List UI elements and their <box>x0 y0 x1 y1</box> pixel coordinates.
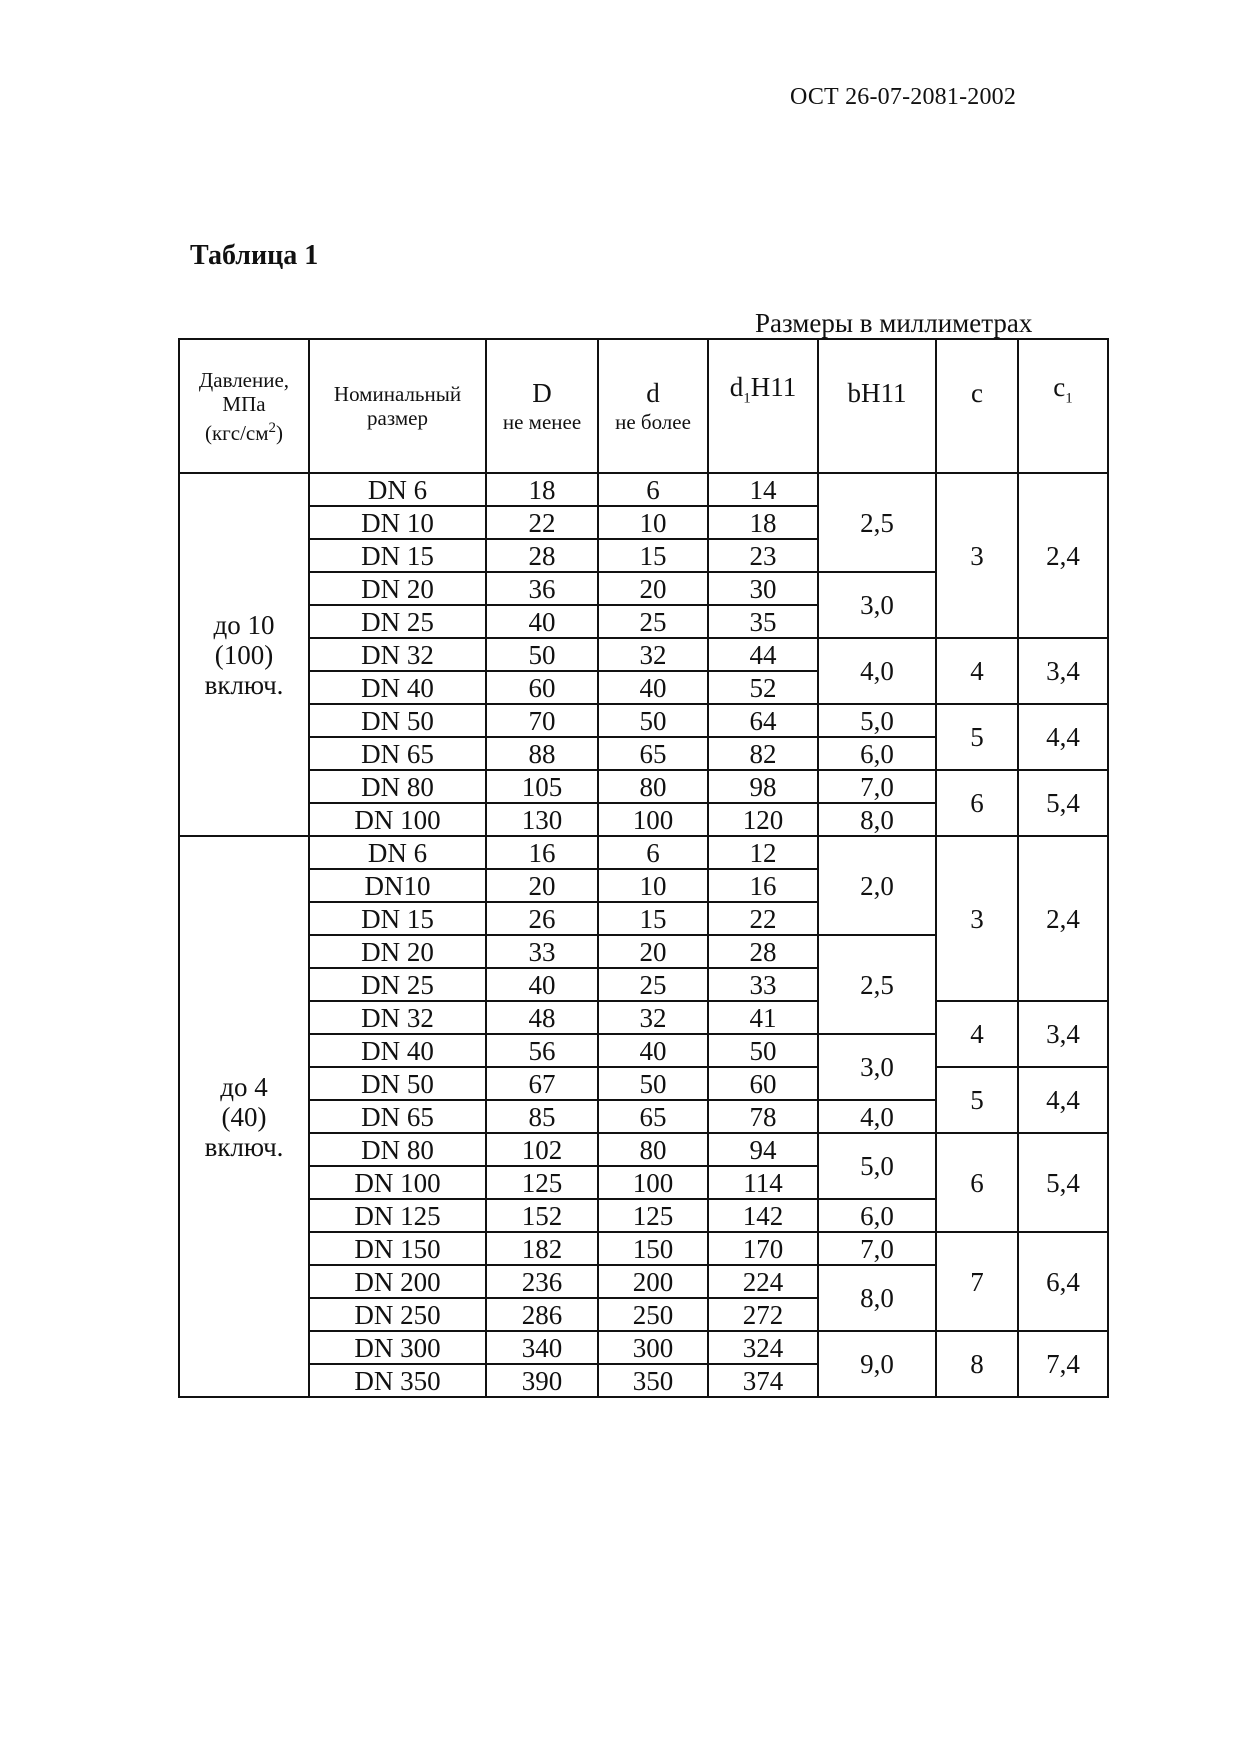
D-cell: 40 <box>486 605 598 638</box>
c1-cell: 2,4 <box>1018 473 1108 638</box>
nominal-size-cell: DN 150 <box>309 1232 486 1265</box>
d1-cell: 52 <box>708 671 818 704</box>
d-cell: 32 <box>598 1001 708 1034</box>
D-cell: 36 <box>486 572 598 605</box>
d1-cell: 272 <box>708 1298 818 1331</box>
nominal-size-cell: DN 50 <box>309 1067 486 1100</box>
b-cell: 5,0 <box>818 704 936 737</box>
nominal-size-cell: DN 20 <box>309 572 486 605</box>
c1-cell: 5,4 <box>1018 770 1108 836</box>
nominal-size-cell: DN 32 <box>309 638 486 671</box>
D-cell: 67 <box>486 1067 598 1100</box>
d1-cell: 44 <box>708 638 818 671</box>
nominal-size-cell: DN 300 <box>309 1331 486 1364</box>
pressure-line: (40) <box>221 1101 267 1132</box>
c-cell: 6 <box>936 770 1018 836</box>
d1-cell: 224 <box>708 1265 818 1298</box>
nominal-size-cell: DN 80 <box>309 770 486 803</box>
nominal-size-cell: DN 100 <box>309 803 486 836</box>
b-cell: 8,0 <box>818 803 936 836</box>
d1-cell: 16 <box>708 869 818 902</box>
nominal-size-cell: DN 25 <box>309 605 486 638</box>
d-cell: 15 <box>598 539 708 572</box>
D-cell: 18 <box>486 473 598 506</box>
header-d-note: не более <box>615 410 691 434</box>
D-cell: 16 <box>486 836 598 869</box>
c-cell: 3 <box>936 473 1018 638</box>
nominal-size-cell: DN 100 <box>309 1166 486 1199</box>
d-cell: 6 <box>598 473 708 506</box>
D-cell: 286 <box>486 1298 598 1331</box>
nominal-size-cell: DN 65 <box>309 1100 486 1133</box>
header-D-note: не менее <box>502 410 582 434</box>
D-cell: 33 <box>486 935 598 968</box>
d1-cell: 120 <box>708 803 818 836</box>
nominal-size-cell: DN 40 <box>309 671 486 704</box>
header-c1 <box>1018 339 1108 473</box>
d-cell: 10 <box>598 506 708 539</box>
pressure-line: до 10 <box>213 609 275 640</box>
header-d-symbol: d <box>646 378 660 408</box>
table-row <box>179 704 1108 737</box>
D-cell: 28 <box>486 539 598 572</box>
header-pressure-alt: $(кгс/см^2)$ <box>204 419 284 445</box>
header-pressure <box>179 339 309 473</box>
d-cell: 15 <box>598 902 708 935</box>
nominal-size-cell: DN 350 <box>309 1364 486 1397</box>
header-c1-symbol: $c_1$ <box>1053 372 1073 407</box>
pressure-line: включ. <box>204 1131 284 1162</box>
d1-cell: 18 <box>708 506 818 539</box>
b-cell: 2,0 <box>818 836 936 935</box>
nominal-size-cell: DN 15 <box>309 539 486 572</box>
table-row <box>179 1067 1108 1100</box>
c1-cell: 4,4 <box>1018 1067 1108 1133</box>
c1-cell: 3,4 <box>1018 1001 1108 1067</box>
D-cell: 130 <box>486 803 598 836</box>
d1-cell: 28 <box>708 935 818 968</box>
d-cell: 20 <box>598 935 708 968</box>
d-cell: 65 <box>598 737 708 770</box>
b-cell: 3,0 <box>818 1034 936 1100</box>
nominal-size-cell: DN 32 <box>309 1001 486 1034</box>
d1-cell: 98 <box>708 770 818 803</box>
header-row <box>179 339 1108 473</box>
d1-cell: 41 <box>708 1001 818 1034</box>
D-cell: 56 <box>486 1034 598 1067</box>
pressure-group-cell <box>179 473 309 836</box>
d1-cell: 23 <box>708 539 818 572</box>
c-cell: 4 <box>936 1001 1018 1067</box>
d1-cell: 64 <box>708 704 818 737</box>
header-pressure-label: Давление, <box>198 367 290 392</box>
D-cell: 390 <box>486 1364 598 1397</box>
d1-cell: 170 <box>708 1232 818 1265</box>
d-cell: 150 <box>598 1232 708 1265</box>
d1-cell: 82 <box>708 737 818 770</box>
D-cell: 26 <box>486 902 598 935</box>
d1-cell: 33 <box>708 968 818 1001</box>
nominal-size-cell: DN 10 <box>309 506 486 539</box>
table-row <box>179 1001 1108 1034</box>
D-cell: 85 <box>486 1100 598 1133</box>
d1-cell: 142 <box>708 1199 818 1232</box>
b-cell: 6,0 <box>818 737 936 770</box>
d-cell: 32 <box>598 638 708 671</box>
D-cell: 40 <box>486 968 598 1001</box>
d-cell: 25 <box>598 605 708 638</box>
c-cell: 7 <box>936 1232 1018 1331</box>
dimensions-table <box>178 338 1109 1398</box>
table-row <box>179 770 1108 803</box>
c-cell: 5 <box>936 704 1018 770</box>
c-cell: 5 <box>936 1067 1018 1133</box>
header-d1 <box>708 339 818 473</box>
D-cell: 125 <box>486 1166 598 1199</box>
nominal-size-cell: DN 50 <box>309 704 486 737</box>
d-cell: 40 <box>598 1034 708 1067</box>
nominal-size-cell: DN 15 <box>309 902 486 935</box>
d1-cell: 324 <box>708 1331 818 1364</box>
nominal-size-cell: DN 6 <box>309 473 486 506</box>
pressure-line: (100) <box>214 639 274 670</box>
c1-cell: 7,4 <box>1018 1331 1108 1397</box>
d-cell: 25 <box>598 968 708 1001</box>
header-d <box>598 339 708 473</box>
d-cell: 40 <box>598 671 708 704</box>
b-cell: 9,0 <box>818 1331 936 1397</box>
header-b-symbol: bH11 <box>847 378 907 408</box>
pressure-group-cell <box>179 836 309 1397</box>
d1-cell: 35 <box>708 605 818 638</box>
table-row <box>179 1331 1108 1364</box>
nominal-size-cell: DN 200 <box>309 1265 486 1298</box>
D-cell: 48 <box>486 1001 598 1034</box>
b-cell: 5,0 <box>818 1133 936 1199</box>
D-cell: 22 <box>486 506 598 539</box>
D-cell: 152 <box>486 1199 598 1232</box>
header-D-symbol: D <box>532 378 552 408</box>
d1-cell: 12 <box>708 836 818 869</box>
d-cell: 200 <box>598 1265 708 1298</box>
pressure-line: включ. <box>204 669 284 700</box>
table-row <box>179 836 1108 869</box>
d-cell: 100 <box>598 803 708 836</box>
header-nominal-size <box>309 339 486 473</box>
b-cell: 6,0 <box>818 1199 936 1232</box>
d1-cell: 50 <box>708 1034 818 1067</box>
nominal-size-cell: DN 20 <box>309 935 486 968</box>
d1-cell: 94 <box>708 1133 818 1166</box>
d1-cell: 60 <box>708 1067 818 1100</box>
D-cell: 105 <box>486 770 598 803</box>
d-cell: 50 <box>598 1067 708 1100</box>
table-row <box>179 638 1108 671</box>
D-cell: 182 <box>486 1232 598 1265</box>
d-cell: 65 <box>598 1100 708 1133</box>
document-code: ОСТ 26-07-2081-2002 <box>790 84 1017 110</box>
b-cell: 4,0 <box>818 638 936 704</box>
d-cell: 300 <box>598 1331 708 1364</box>
D-cell: 60 <box>486 671 598 704</box>
c-cell: 3 <box>936 836 1018 1001</box>
b-cell: 7,0 <box>818 770 936 803</box>
d-cell: 80 <box>598 770 708 803</box>
c-cell: 6 <box>936 1133 1018 1232</box>
nominal-size-cell: DN 40 <box>309 1034 486 1067</box>
D-cell: 20 <box>486 869 598 902</box>
d-cell: 350 <box>598 1364 708 1397</box>
nominal-size-cell: DN 80 <box>309 1133 486 1166</box>
D-cell: 88 <box>486 737 598 770</box>
d1-cell: 30 <box>708 572 818 605</box>
d-cell: 250 <box>598 1298 708 1331</box>
d-cell: 50 <box>598 704 708 737</box>
units-note: Размеры в миллиметрах <box>755 308 1033 338</box>
d-cell: 20 <box>598 572 708 605</box>
D-cell: 102 <box>486 1133 598 1166</box>
D-cell: 340 <box>486 1331 598 1364</box>
header-c-symbol: c <box>971 378 983 408</box>
d-cell: 125 <box>598 1199 708 1232</box>
header-D <box>486 339 598 473</box>
table-title: Таблица 1 <box>190 240 319 271</box>
c1-cell: 3,4 <box>1018 638 1108 704</box>
table-row <box>179 1133 1108 1166</box>
d1-cell: 374 <box>708 1364 818 1397</box>
header-d1-symbol: $d_1H11$ <box>729 372 797 407</box>
nominal-size-cell: DN 65 <box>309 737 486 770</box>
b-cell: 8,0 <box>818 1265 936 1331</box>
nominal-size-cell: DN 25 <box>309 968 486 1001</box>
header-nominal-size-label: Номинальный размер <box>333 382 462 430</box>
header-pressure-unit: МПа <box>222 391 266 416</box>
c1-cell: 6,4 <box>1018 1232 1108 1331</box>
b-cell: 7,0 <box>818 1232 936 1265</box>
c1-cell: 5,4 <box>1018 1133 1108 1232</box>
c1-cell: 4,4 <box>1018 704 1108 770</box>
table-row <box>179 473 1108 506</box>
c-cell: 4 <box>936 638 1018 704</box>
b-cell: 4,0 <box>818 1100 936 1133</box>
D-cell: 236 <box>486 1265 598 1298</box>
b-cell: 2,5 <box>818 473 936 572</box>
table-body <box>179 473 1108 1397</box>
d-cell: 100 <box>598 1166 708 1199</box>
header-b <box>818 339 936 473</box>
D-cell: 50 <box>486 638 598 671</box>
d-cell: 10 <box>598 869 708 902</box>
c1-cell: 2,4 <box>1018 836 1108 1001</box>
d1-cell: 114 <box>708 1166 818 1199</box>
d-cell: 6 <box>598 836 708 869</box>
D-cell: 70 <box>486 704 598 737</box>
b-cell: 2,5 <box>818 935 936 1034</box>
nominal-size-cell: DN 6 <box>309 836 486 869</box>
pressure-line: до 4 <box>220 1071 268 1102</box>
d-cell: 80 <box>598 1133 708 1166</box>
table-row <box>179 1232 1108 1265</box>
nominal-size-cell: DN10 <box>309 869 486 902</box>
b-cell: 3,0 <box>818 572 936 638</box>
nominal-size-cell: DN 125 <box>309 1199 486 1232</box>
d1-cell: 22 <box>708 902 818 935</box>
d1-cell: 78 <box>708 1100 818 1133</box>
nominal-size-cell: DN 250 <box>309 1298 486 1331</box>
d1-cell: 14 <box>708 473 818 506</box>
c-cell: 8 <box>936 1331 1018 1397</box>
header-c <box>936 339 1018 473</box>
